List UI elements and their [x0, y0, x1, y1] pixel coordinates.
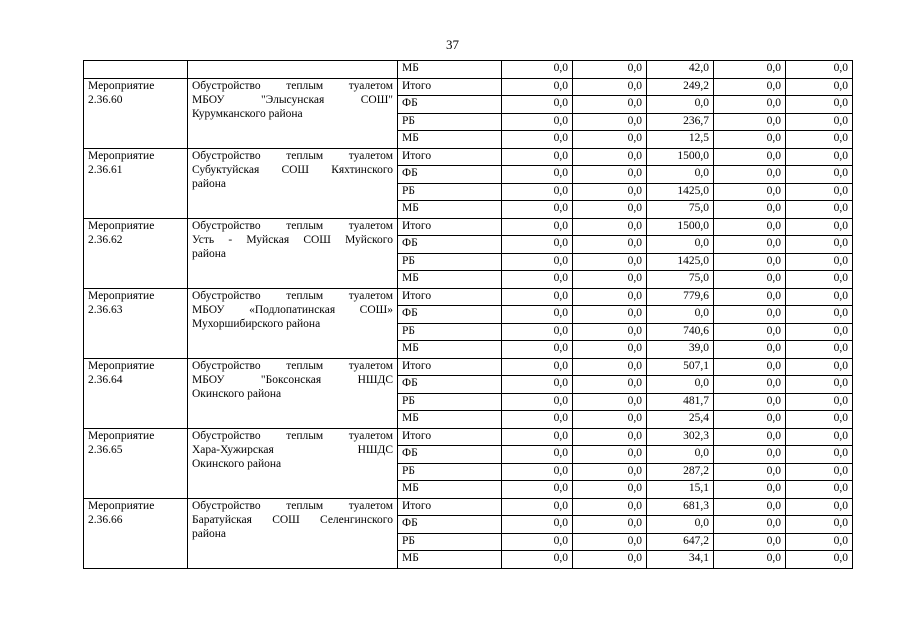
funding-source-cell: РБ	[398, 113, 502, 131]
measure-cell	[84, 148, 188, 218]
description-word: Обустройство	[192, 219, 261, 232]
funding-source-cell: РБ	[398, 533, 502, 551]
measure-text: Мероприятие	[88, 499, 155, 512]
funding-source-cell: МБ	[398, 411, 502, 429]
value-cell: 0,0	[786, 498, 853, 516]
funding-source-cell: Итого	[398, 428, 502, 446]
value-cell: 0,0	[502, 78, 573, 96]
value-cell: 0,0	[786, 463, 853, 481]
value-cell: 0,0	[786, 183, 853, 201]
measure-text: 2.36.60	[88, 93, 123, 106]
value-cell: 0,0	[714, 236, 786, 254]
description-line	[192, 429, 393, 443]
value-cell: 0,0	[502, 183, 573, 201]
value-cell: 1500,0	[647, 148, 714, 166]
value-cell: 0,0	[786, 323, 853, 341]
value-cell: 0,0	[502, 61, 573, 79]
value-cell: 0,0	[573, 96, 647, 114]
description-cell	[188, 78, 398, 148]
description-line	[192, 79, 393, 93]
description-word: Кяхтинского	[331, 163, 393, 176]
description-word: Курумканского района	[192, 107, 303, 120]
value-cell: 0,0	[573, 481, 647, 499]
value-cell: 0,0	[786, 271, 853, 289]
description-line	[192, 247, 393, 261]
table-row	[84, 218, 853, 236]
measure-cell	[84, 358, 188, 428]
value-cell: 0,0	[647, 96, 714, 114]
value-cell: 0,0	[786, 376, 853, 394]
description-word: Обустройство	[192, 429, 261, 442]
description-word: теплым	[286, 219, 324, 232]
value-cell: 0,0	[502, 201, 573, 219]
description-word: МБОУ	[192, 303, 225, 316]
value-cell: 0,0	[573, 288, 647, 306]
value-cell: 0,0	[786, 236, 853, 254]
value-cell: 75,0	[647, 271, 714, 289]
measure-cell	[84, 218, 188, 288]
value-cell: 0,0	[786, 306, 853, 324]
value-cell: 75,0	[647, 201, 714, 219]
description-word: района	[192, 177, 227, 190]
description-word: СОШ»	[359, 303, 393, 316]
description-word: СОШ	[281, 163, 310, 176]
funding-source-cell: МБ	[398, 131, 502, 149]
funding-source-cell: Итого	[398, 358, 502, 376]
value-cell: 0,0	[502, 341, 573, 359]
value-cell: 0,0	[647, 376, 714, 394]
value-cell: 0,0	[786, 96, 853, 114]
value-cell: 0,0	[647, 306, 714, 324]
description-line	[192, 443, 393, 457]
value-cell: 0,0	[786, 78, 853, 96]
value-cell: 740,6	[647, 323, 714, 341]
measure-text: 2.36.63	[88, 303, 123, 316]
description-cell	[188, 428, 398, 498]
value-cell: 0,0	[502, 218, 573, 236]
value-cell: 0,0	[714, 428, 786, 446]
value-cell: 1425,0	[647, 253, 714, 271]
value-cell: 0,0	[502, 463, 573, 481]
value-cell: 0,0	[502, 481, 573, 499]
measure-text: 2.36.65	[88, 443, 123, 456]
value-cell: 0,0	[502, 131, 573, 149]
value-cell: 249,2	[647, 78, 714, 96]
description-line	[192, 303, 393, 317]
value-cell: 0,0	[714, 166, 786, 184]
value-cell: 0,0	[502, 288, 573, 306]
value-cell: 0,0	[502, 323, 573, 341]
value-cell: 0,0	[647, 236, 714, 254]
description-line	[192, 177, 393, 191]
description-word: туалетом	[348, 499, 393, 512]
value-cell: 0,0	[786, 393, 853, 411]
value-cell: 25,4	[647, 411, 714, 429]
description-line	[192, 163, 393, 177]
value-cell: 236,7	[647, 113, 714, 131]
funding-table	[83, 60, 853, 569]
value-cell: 0,0	[786, 411, 853, 429]
value-cell: 0,0	[502, 498, 573, 516]
description-word: Муйская	[246, 233, 290, 246]
description-word: -	[228, 233, 233, 246]
value-cell: 0,0	[573, 306, 647, 324]
value-cell: 0,0	[502, 306, 573, 324]
value-cell: 0,0	[502, 148, 573, 166]
description-line	[192, 527, 393, 541]
value-cell: 0,0	[502, 253, 573, 271]
value-cell: 0,0	[573, 376, 647, 394]
value-cell: 0,0	[786, 428, 853, 446]
description-word: теплым	[286, 359, 324, 372]
value-cell: 302,3	[647, 428, 714, 446]
description-word: Субуктуйская	[192, 163, 260, 176]
value-cell: 0,0	[714, 463, 786, 481]
description-word: района	[192, 247, 227, 260]
funding-source-cell: Итого	[398, 288, 502, 306]
funding-source-cell: Итого	[398, 498, 502, 516]
value-cell: 0,0	[502, 551, 573, 569]
measure-text: 2.36.62	[88, 233, 123, 246]
value-cell: 0,0	[786, 113, 853, 131]
value-cell: 681,3	[647, 498, 714, 516]
funding-source-cell: РБ	[398, 183, 502, 201]
value-cell: 0,0	[714, 323, 786, 341]
value-cell: 0,0	[786, 148, 853, 166]
measure-text: Мероприятие	[88, 219, 155, 232]
description-word: Окинского района	[192, 457, 282, 470]
description-word: теплым	[286, 289, 324, 302]
value-cell: 0,0	[502, 271, 573, 289]
description-line	[192, 107, 393, 121]
value-cell: 0,0	[714, 61, 786, 79]
description-word: района	[192, 527, 227, 540]
value-cell: 0,0	[714, 78, 786, 96]
description-word: Усть	[192, 233, 215, 246]
value-cell: 507,1	[647, 358, 714, 376]
value-cell: 0,0	[502, 113, 573, 131]
value-cell: 0,0	[502, 393, 573, 411]
value-cell: 0,0	[502, 516, 573, 534]
value-cell: 0,0	[502, 533, 573, 551]
value-cell: 0,0	[714, 376, 786, 394]
value-cell: 0,0	[714, 551, 786, 569]
measure-text: Мероприятие	[88, 359, 155, 372]
value-cell: 0,0	[647, 166, 714, 184]
value-cell: 0,0	[714, 481, 786, 499]
description-word: туалетом	[348, 149, 393, 162]
description-word: НШДС	[357, 443, 393, 456]
value-cell: 0,0	[714, 148, 786, 166]
value-cell: 0,0	[714, 131, 786, 149]
description-word: Окинского района	[192, 387, 282, 400]
value-cell: 0,0	[573, 446, 647, 464]
description-word: Обустройство	[192, 359, 261, 372]
value-cell: 0,0	[502, 236, 573, 254]
description-word: Баратуйская	[192, 513, 252, 526]
value-cell: 287,2	[647, 463, 714, 481]
funding-source-cell: Итого	[398, 78, 502, 96]
description-word: Селенгинского	[320, 513, 393, 526]
description-line	[192, 457, 393, 471]
table-row	[84, 498, 853, 516]
value-cell: 0,0	[573, 323, 647, 341]
value-cell: 0,0	[786, 61, 853, 79]
value-cell: 0,0	[573, 551, 647, 569]
value-cell: 39,0	[647, 341, 714, 359]
measure-text: Мероприятие	[88, 289, 155, 302]
measure-cell	[84, 78, 188, 148]
table-row	[84, 428, 853, 446]
description-cell	[188, 498, 398, 568]
description-cell	[188, 358, 398, 428]
description-line	[192, 219, 393, 233]
funding-source-cell: ФБ	[398, 236, 502, 254]
value-cell: 0,0	[786, 166, 853, 184]
table-row	[84, 358, 853, 376]
value-cell: 0,0	[714, 218, 786, 236]
value-cell: 0,0	[714, 113, 786, 131]
value-cell: 0,0	[714, 533, 786, 551]
value-cell: 0,0	[502, 411, 573, 429]
description-word: туалетом	[348, 429, 393, 442]
value-cell: 0,0	[714, 498, 786, 516]
value-cell: 0,0	[502, 96, 573, 114]
value-cell: 0,0	[573, 533, 647, 551]
value-cell: 0,0	[786, 358, 853, 376]
value-cell: 0,0	[714, 341, 786, 359]
funding-source-cell: МБ	[398, 551, 502, 569]
funding-source-cell: РБ	[398, 393, 502, 411]
value-cell: 0,0	[714, 516, 786, 534]
description-word: СОШ	[272, 513, 300, 526]
value-cell: 15,1	[647, 481, 714, 499]
funding-source-cell: ФБ	[398, 306, 502, 324]
value-cell: 0,0	[786, 533, 853, 551]
description-line	[192, 149, 393, 163]
value-cell: 0,0	[573, 463, 647, 481]
value-cell: 0,0	[502, 166, 573, 184]
value-cell: 0,0	[573, 78, 647, 96]
measure-cell	[84, 288, 188, 358]
value-cell: 0,0	[786, 253, 853, 271]
value-cell: 0,0	[573, 253, 647, 271]
value-cell: 0,0	[714, 446, 786, 464]
description-word: Обустройство	[192, 289, 261, 302]
value-cell: 1500,0	[647, 218, 714, 236]
funding-source-cell: ФБ	[398, 516, 502, 534]
description-line	[192, 373, 393, 387]
funding-source-cell: ФБ	[398, 96, 502, 114]
value-cell: 0,0	[573, 131, 647, 149]
value-cell: 0,0	[573, 271, 647, 289]
value-cell: 0,0	[786, 516, 853, 534]
value-cell: 0,0	[786, 341, 853, 359]
value-cell: 0,0	[502, 358, 573, 376]
value-cell: 1425,0	[647, 183, 714, 201]
value-cell: 0,0	[714, 411, 786, 429]
description-word: теплым	[286, 499, 324, 512]
description-line	[192, 233, 393, 247]
measure-text: Мероприятие	[88, 149, 155, 162]
description-word: туалетом	[348, 219, 393, 232]
funding-source-cell: ФБ	[398, 376, 502, 394]
description-line	[192, 387, 393, 401]
description-word: "Элысунская	[260, 93, 325, 106]
value-cell: 647,2	[647, 533, 714, 551]
description-word: НШДС	[357, 373, 393, 386]
measure-text: 2.36.66	[88, 513, 123, 526]
funding-source-cell: МБ	[398, 481, 502, 499]
table-row	[84, 288, 853, 306]
value-cell: 0,0	[714, 96, 786, 114]
description-line	[192, 289, 393, 303]
funding-source-cell: РБ	[398, 463, 502, 481]
description-cell	[188, 288, 398, 358]
funding-source-cell: РБ	[398, 323, 502, 341]
description-word: МБОУ	[192, 93, 225, 106]
value-cell: 0,0	[714, 358, 786, 376]
description-word: туалетом	[348, 79, 393, 92]
value-cell: 0,0	[647, 446, 714, 464]
funding-source-cell: ФБ	[398, 166, 502, 184]
description-line	[192, 513, 393, 527]
measure-cell	[84, 61, 188, 79]
value-cell: 0,0	[502, 428, 573, 446]
value-cell: 0,0	[573, 218, 647, 236]
value-cell: 0,0	[573, 358, 647, 376]
description-word: СОШ"	[360, 93, 393, 106]
value-cell: 0,0	[573, 411, 647, 429]
measure-text: Мероприятие	[88, 429, 155, 442]
description-line	[192, 93, 393, 107]
value-cell: 0,0	[714, 253, 786, 271]
value-cell: 0,0	[573, 428, 647, 446]
funding-source-cell: МБ	[398, 61, 502, 79]
description-word: СОШ	[303, 233, 331, 246]
value-cell: 0,0	[714, 183, 786, 201]
value-cell: 0,0	[786, 131, 853, 149]
value-cell: 0,0	[786, 288, 853, 306]
value-cell: 481,7	[647, 393, 714, 411]
value-cell: 0,0	[647, 516, 714, 534]
value-cell: 0,0	[573, 148, 647, 166]
value-cell: 0,0	[502, 446, 573, 464]
description-word: Обустройство	[192, 499, 261, 512]
measure-text: Мероприятие	[88, 79, 155, 92]
value-cell: 0,0	[573, 341, 647, 359]
value-cell: 0,0	[786, 218, 853, 236]
description-word: Хара-Хужирская	[192, 443, 274, 456]
description-word: теплым	[286, 429, 324, 442]
table-row	[84, 78, 853, 96]
value-cell: 0,0	[502, 376, 573, 394]
description-word: туалетом	[348, 289, 393, 302]
measure-cell	[84, 498, 188, 568]
table-row	[84, 61, 853, 79]
description-line	[192, 499, 393, 513]
measure-text: 2.36.61	[88, 163, 123, 176]
description-word: МБОУ	[192, 373, 225, 386]
value-cell: 42,0	[647, 61, 714, 79]
value-cell: 0,0	[714, 271, 786, 289]
description-line	[192, 317, 393, 331]
value-cell: 0,0	[714, 306, 786, 324]
description-word: Обустройство	[192, 79, 261, 92]
funding-source-cell: МБ	[398, 341, 502, 359]
value-cell: 0,0	[786, 446, 853, 464]
funding-source-cell: ФБ	[398, 446, 502, 464]
value-cell: 779,6	[647, 288, 714, 306]
value-cell: 0,0	[573, 183, 647, 201]
description-word: Обустройство	[192, 149, 261, 162]
value-cell: 0,0	[573, 201, 647, 219]
value-cell: 0,0	[714, 393, 786, 411]
value-cell: 0,0	[573, 61, 647, 79]
description-cell	[188, 61, 398, 79]
value-cell: 0,0	[786, 481, 853, 499]
value-cell: 0,0	[573, 236, 647, 254]
value-cell: 34,1	[647, 551, 714, 569]
value-cell: 0,0	[573, 166, 647, 184]
description-line	[192, 359, 393, 373]
description-word: "Боксонская	[260, 373, 322, 386]
description-word: теплым	[286, 79, 324, 92]
value-cell: 0,0	[573, 393, 647, 411]
description-word: Мухоршибирского района	[192, 317, 321, 330]
value-cell: 0,0	[573, 498, 647, 516]
description-cell	[188, 218, 398, 288]
value-cell: 0,0	[786, 551, 853, 569]
funding-source-cell: МБ	[398, 201, 502, 219]
value-cell: 0,0	[573, 516, 647, 534]
measure-cell	[84, 428, 188, 498]
value-cell: 0,0	[714, 201, 786, 219]
description-word: Муйского	[345, 233, 393, 246]
value-cell: 12,5	[647, 131, 714, 149]
page-number: 37	[446, 37, 459, 52]
funding-source-cell: Итого	[398, 218, 502, 236]
description-cell	[188, 148, 398, 218]
description-word: «Подлопатинская	[249, 303, 336, 316]
measure-text: 2.36.64	[88, 373, 123, 386]
value-cell: 0,0	[786, 201, 853, 219]
value-cell: 0,0	[573, 113, 647, 131]
description-word: теплым	[286, 149, 324, 162]
funding-source-cell: МБ	[398, 271, 502, 289]
funding-source-cell: РБ	[398, 253, 502, 271]
funding-source-cell: Итого	[398, 148, 502, 166]
value-cell: 0,0	[714, 288, 786, 306]
description-word: туалетом	[348, 359, 393, 372]
table-row	[84, 148, 853, 166]
